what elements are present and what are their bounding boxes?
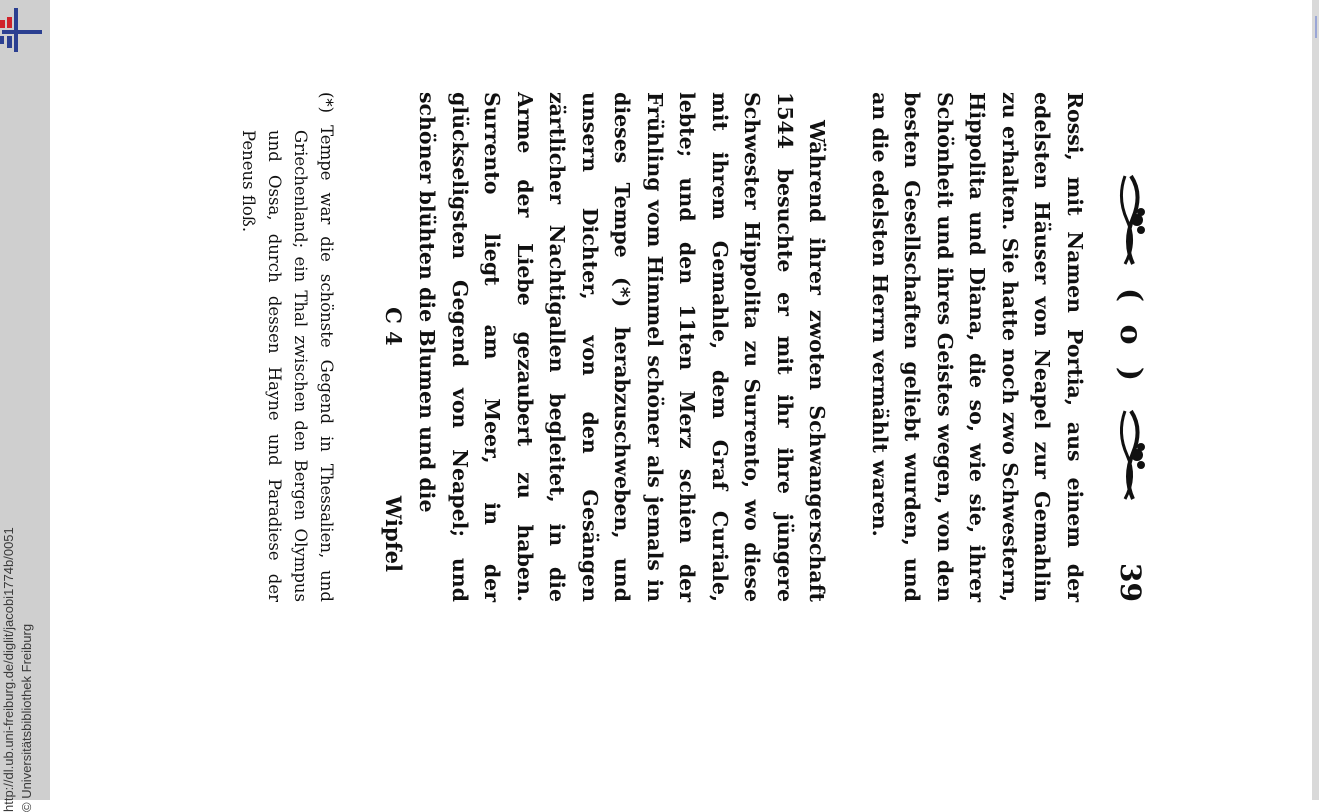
rotated-source-caption (0, 12, 50, 812)
copyright-notice: © Universitätsbibliothek Freiburg (19, 623, 34, 812)
page-number: 39 (1114, 562, 1148, 602)
page-marker: ( o ) (1113, 287, 1149, 388)
catchword: Wipfel (381, 495, 406, 572)
page-header (1097, 92, 1165, 602)
book-page (230, 92, 1165, 602)
ornament-right-icon (1111, 409, 1151, 501)
source-url[interactable]: http://dl.ub.uni-freiburg.de/diglit/jacobi1774b/0051 (1, 527, 16, 812)
viewer-sidebar (0, 0, 50, 812)
signature-mark: C 4 (381, 307, 406, 346)
scroll-indicator[interactable] (1315, 16, 1317, 38)
signature-row (377, 92, 409, 602)
body-paragraph-1: Rossi, mit Namen Portia, aus einem der edelsten Häuser von Neapel zur Gemahlin zu erhalten. Sie hatte noch zwo Schwestern, Hippolita und Diana, die so, wie sie, ihrer Schönheit und ihres Geistes wegen, von den besten Gesellschaften geliebt wurden, und an die edelsten Herrn vermählt waren. (868, 92, 1087, 602)
ornament-left-icon (1111, 174, 1151, 266)
right-edge-strip (1312, 0, 1319, 800)
footnote: (*) Tempe war die schönste Gegend in Thessalien, und Griechenland; ein Thal zwischen den Bergen Olympus und Ossa, durch dessen Hayne und Paradiese der Peneus floß. (239, 92, 336, 602)
body-paragraph-2: Während ihrer zwoten Schwangerschaft 1544 besuchte er mit ihr ihre jüngere Schwester Hippolita zu Surrento, wo diese mit ihrem Gemahle, dem Graf Curiale, lebte; und den 11ten Merz schien der Frühling vom Himmel schöner als jemals in dieses Tempe (*) herabzuschweben, und unsern Dichter, von den Gesängen zärtlicher Nachtigallen begleitet, in die Arme der Liebe gezaubert zu haben. Surrento liegt am Meer, in der glückseligsten Gegend von Neapel; und schöner blühten die Blumen und die (415, 92, 830, 602)
